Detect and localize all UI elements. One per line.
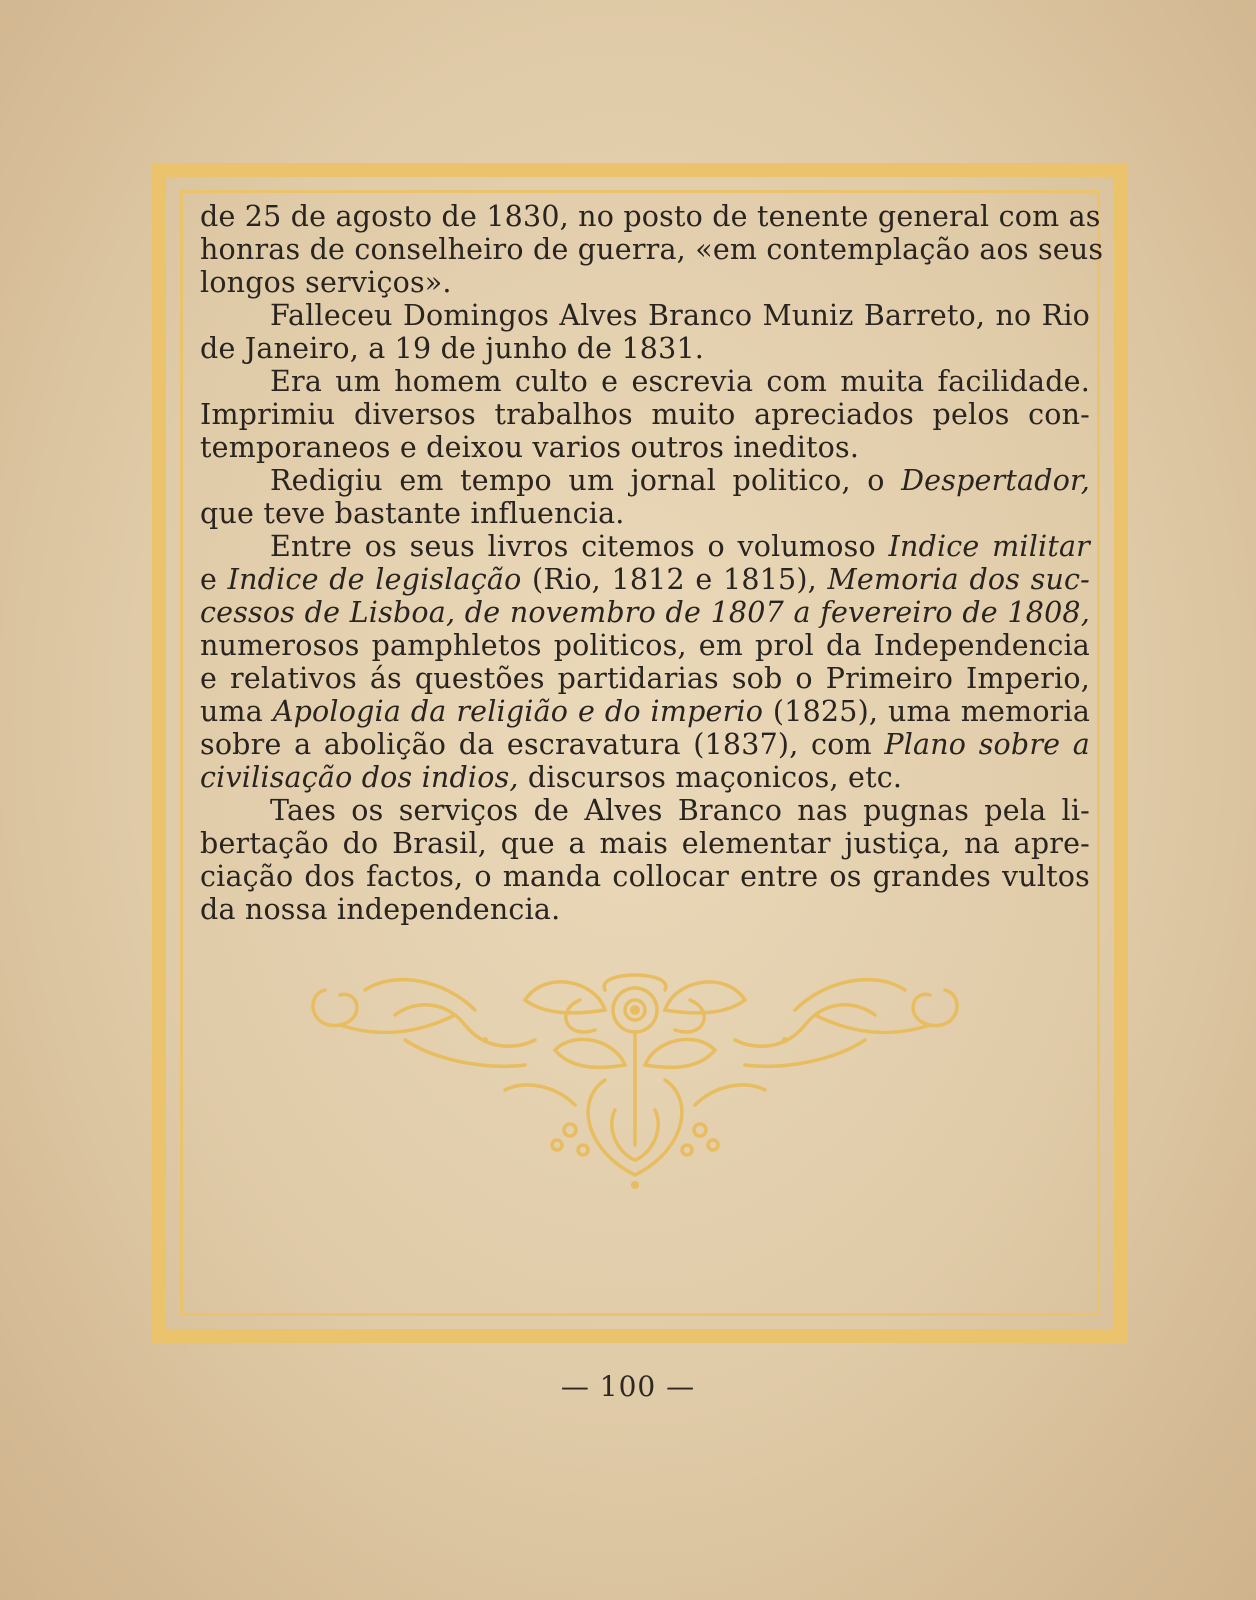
text-segment: temporaneos e deixou varios outros ineditos. <box>200 431 860 464</box>
text-line <box>200 827 1090 860</box>
text-line <box>200 893 1090 926</box>
italic-text: civilisação dos indios, <box>200 761 519 794</box>
text-segment: numerosos pamphletos politicos, em prol da Independencia <box>200 629 1090 662</box>
text-line <box>200 761 1090 794</box>
text-segment: ciação dos factos, o manda collocar entre os grandes vultos <box>200 860 1090 893</box>
text-segment: e <box>200 563 228 596</box>
page-number: — 100 — <box>560 1370 696 1403</box>
text-line <box>200 365 1090 398</box>
text-segment: discursos maçonicos, etc. <box>518 761 903 794</box>
italic-text: Indice de legislação <box>227 563 522 596</box>
text-segment: Redigiu em tempo um jornal politico, o <box>270 464 902 497</box>
italic-text: Apologia da religião e do imperio <box>272 695 764 728</box>
text-segment: Entre os seus livros citemos o volumoso <box>270 530 889 563</box>
text-line <box>200 431 1090 464</box>
text-segment: bertação do Brasil, que a mais elementar justiça, na apre- <box>200 827 1090 860</box>
text-segment: e relativos ás questões partidarias sob o Primeiro Imperio, <box>200 662 1090 695</box>
floral-vignette-icon <box>305 970 965 1210</box>
italic-text: Memoria dos suc- <box>827 563 1091 596</box>
text-line <box>200 794 1090 827</box>
text-line <box>200 398 1090 431</box>
text-line <box>200 563 1090 596</box>
text-line <box>200 233 1104 266</box>
text-line <box>200 662 1090 695</box>
text-segment: honras de conselheiro de guerra, «em contemplação aos seus <box>200 233 1104 266</box>
text-segment: uma <box>200 695 273 728</box>
text-line <box>200 299 1090 332</box>
text-segment: de Janeiro, a 19 de junho de 1831. <box>200 332 705 365</box>
text-segment: Taes os serviços de Alves Branco nas pugnas pela li- <box>270 794 1090 827</box>
text-line <box>200 629 1090 662</box>
text-line <box>200 695 1090 728</box>
text-segment: Imprimiu diversos trabalhos muito apreciados pelos con- <box>200 398 1090 431</box>
text-segment: que teve bastante influencia. <box>200 497 625 530</box>
text-line <box>200 860 1090 893</box>
text-line <box>200 728 1090 761</box>
text-segment: Falleceu Domingos Alves Branco Muniz Barreto, no Rio <box>270 299 1090 332</box>
text-line <box>200 200 1101 233</box>
italic-text: Indice militar <box>888 530 1090 563</box>
text-line <box>200 266 1090 299</box>
text-segment: da nossa independencia. <box>200 893 561 926</box>
italic-text: Despertador, <box>901 464 1090 497</box>
text-segment: Era um homem culto e escrevia com muita facilidade. <box>270 365 1090 398</box>
text-segment: longos serviços». <box>200 266 452 299</box>
text-line <box>200 497 1090 530</box>
text-segment: (Rio, 1812 e 1815), <box>521 563 828 596</box>
body-text <box>200 200 1104 926</box>
text-line <box>200 464 1090 497</box>
text-line <box>200 596 1090 629</box>
text-line <box>200 530 1090 563</box>
text-segment: sobre a abolição da escravatura (1837), com <box>200 728 885 761</box>
text-line <box>200 332 1090 365</box>
text-segment: (1825), uma memoria <box>763 695 1091 728</box>
italic-text: cessos de Lisboa, de novembro de 1807 a fevereiro de 1808, <box>200 596 1090 629</box>
italic-text: Plano sobre a <box>884 728 1090 761</box>
text-segment: de 25 de agosto de 1830, no posto de tenente general com as <box>200 200 1101 233</box>
